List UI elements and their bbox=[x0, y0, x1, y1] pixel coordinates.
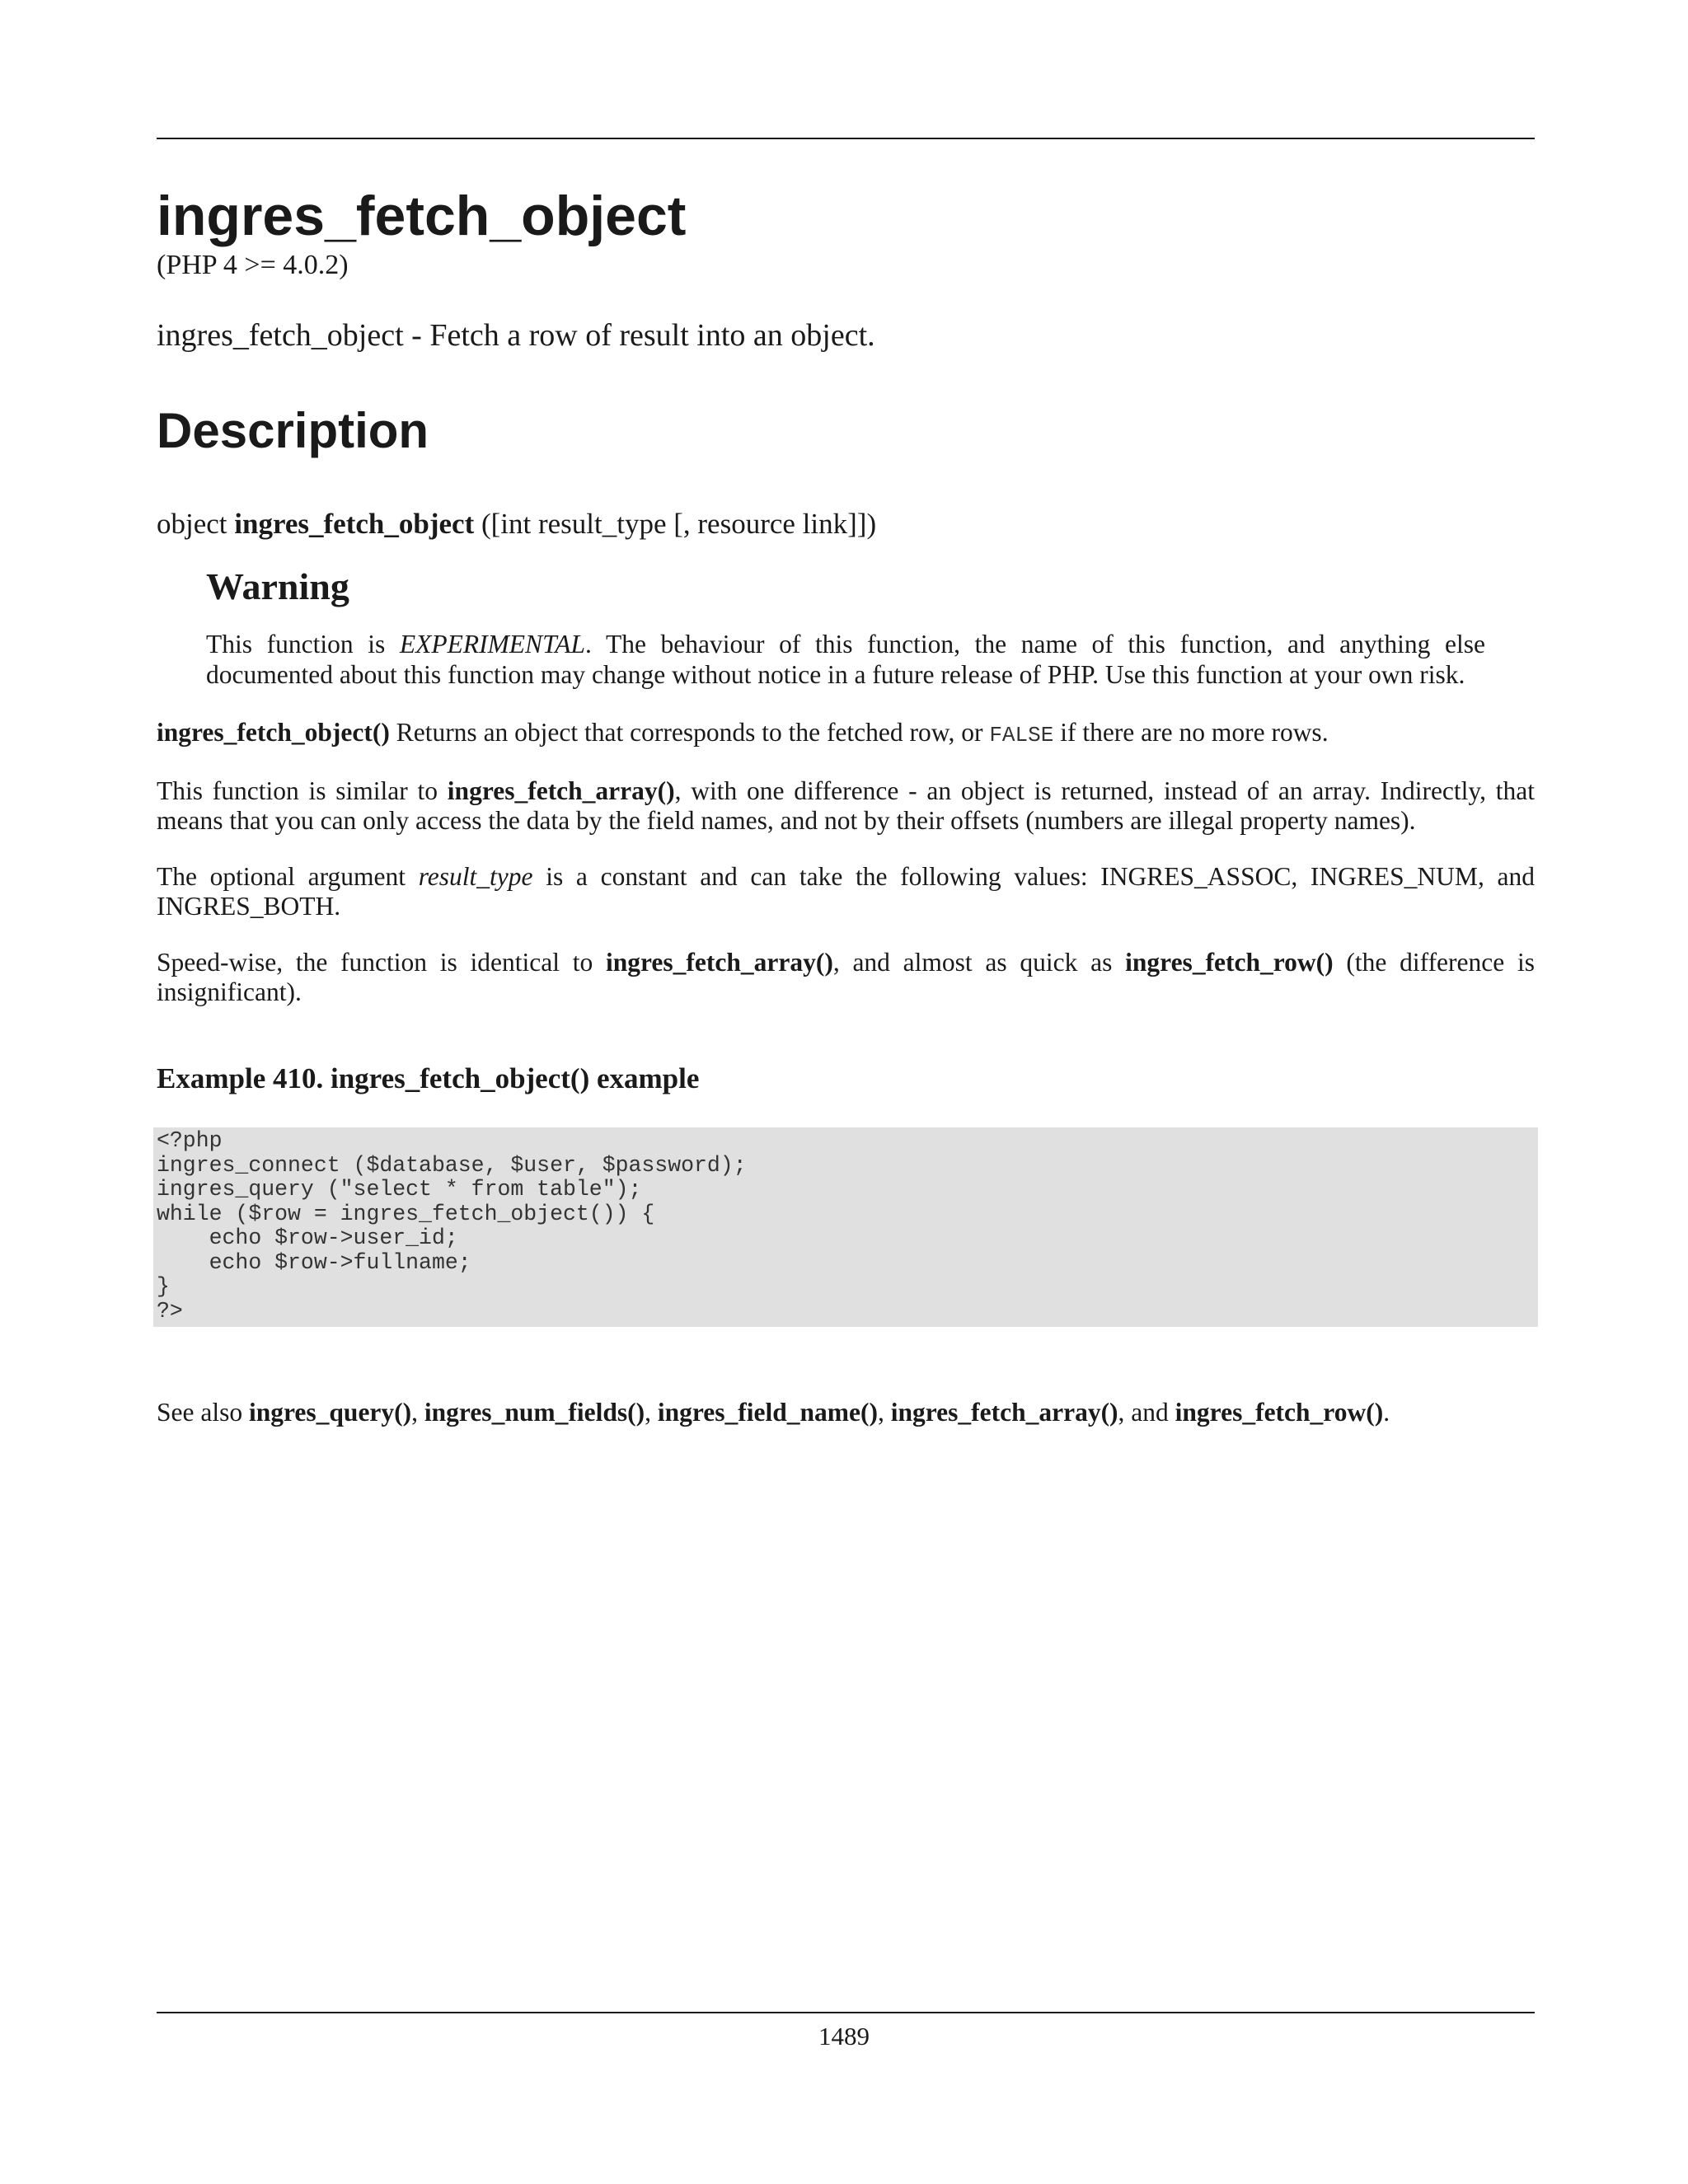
function-ref: ingres_fetch_array() bbox=[890, 1398, 1118, 1427]
function-ref: ingres_fetch_object() bbox=[157, 718, 390, 748]
function-ref: ingres_field_name() bbox=[657, 1398, 878, 1427]
purpose-name: ingres_fetch_object bbox=[157, 318, 404, 354]
version-info: (PHP 4 >= 4.0.2) bbox=[157, 250, 349, 280]
header-rule bbox=[157, 138, 1535, 139]
description-heading: Description bbox=[157, 402, 429, 458]
returns-paragraph bbox=[157, 718, 1535, 750]
see-also-intro: See also bbox=[157, 1398, 249, 1427]
returns-text-2: if there are no more rows. bbox=[1053, 718, 1329, 748]
optional-text-2: is a constant and can take the following values: INGRES_ASSOC, INGRES_NUM, and INGRES_BOTH. bbox=[157, 862, 1535, 921]
example-code-block: <?php ingres_connect ($database, $user, $password); ingres_query ("select * from table"); while ($row = ingres_fetch_object()) { echo $row->user_id; echo $row->fullname; } ?> bbox=[153, 1127, 1538, 1327]
separator: , bbox=[877, 1398, 891, 1427]
function-ref: ingres_fetch_row() bbox=[1125, 948, 1334, 977]
returns-text-1: Returns an object that corresponds to the fetched row, or bbox=[389, 718, 990, 748]
similar-paragraph bbox=[157, 776, 1535, 836]
separator: . bbox=[1383, 1398, 1390, 1427]
function-synopsis bbox=[157, 507, 1535, 541]
see-also-paragraph bbox=[157, 1398, 1535, 1427]
false-constant: FALSE bbox=[989, 723, 1054, 748]
speed-text-2: , and almost as quick as bbox=[832, 948, 1126, 977]
separator: , bbox=[411, 1398, 424, 1427]
warning-emphasis: EXPERIMENTAL bbox=[399, 630, 586, 659]
parameter-ref: result_type bbox=[418, 862, 533, 892]
footer-rule bbox=[157, 2012, 1535, 2013]
page-number: 1489 bbox=[818, 2022, 870, 2050]
purpose-separator: - bbox=[403, 318, 430, 354]
similar-text-2: , with one difference - an object is returned, instead of an array. Indirectly, that means that you can only access the data by the field names, and not by their offsets (numbers are illegal property names). bbox=[157, 776, 1535, 836]
speed-text-3: (the difference is insignificant). bbox=[157, 948, 1535, 1007]
speed-text-1: Speed-wise, the function is identical to bbox=[157, 948, 606, 977]
separator: , and bbox=[1118, 1398, 1175, 1427]
synopsis-return-type: object bbox=[157, 507, 235, 540]
function-ref: ingres_fetch_array() bbox=[606, 948, 833, 977]
warning-text-before: This function is bbox=[206, 630, 400, 659]
warning-heading: Warning bbox=[206, 565, 349, 607]
separator: , bbox=[645, 1398, 658, 1427]
page-title: ingres_fetch_object bbox=[157, 185, 687, 247]
similar-text-1: This function is similar to bbox=[157, 776, 448, 806]
optional-argument-paragraph bbox=[157, 862, 1535, 921]
function-ref: ingres_query() bbox=[248, 1398, 412, 1427]
page-content bbox=[157, 185, 1535, 1427]
function-ref: ingres_num_fields() bbox=[424, 1398, 645, 1427]
purpose-text: Fetch a row of result into an object. bbox=[429, 318, 875, 354]
function-purpose bbox=[157, 317, 1535, 355]
function-ref: ingres_fetch_row() bbox=[1175, 1398, 1384, 1427]
warning-text bbox=[206, 629, 1485, 690]
speed-paragraph bbox=[157, 948, 1535, 1007]
example-title: Example 410. ingres_fetch_object() example bbox=[157, 1062, 700, 1095]
warning-text-after: . The behaviour of this function, the name of this function, and anything else documented about this function may change without notice in a future release of PHP. Use this function at your own risk. bbox=[206, 630, 1485, 690]
optional-text-1: The optional argument bbox=[157, 862, 419, 892]
synopsis-function-name: ingres_fetch_object bbox=[234, 507, 475, 540]
synopsis-params: ([int result_type [, resource link]]) bbox=[474, 507, 877, 540]
function-ref: ingres_fetch_array() bbox=[447, 776, 675, 806]
warning-box bbox=[206, 566, 1485, 691]
